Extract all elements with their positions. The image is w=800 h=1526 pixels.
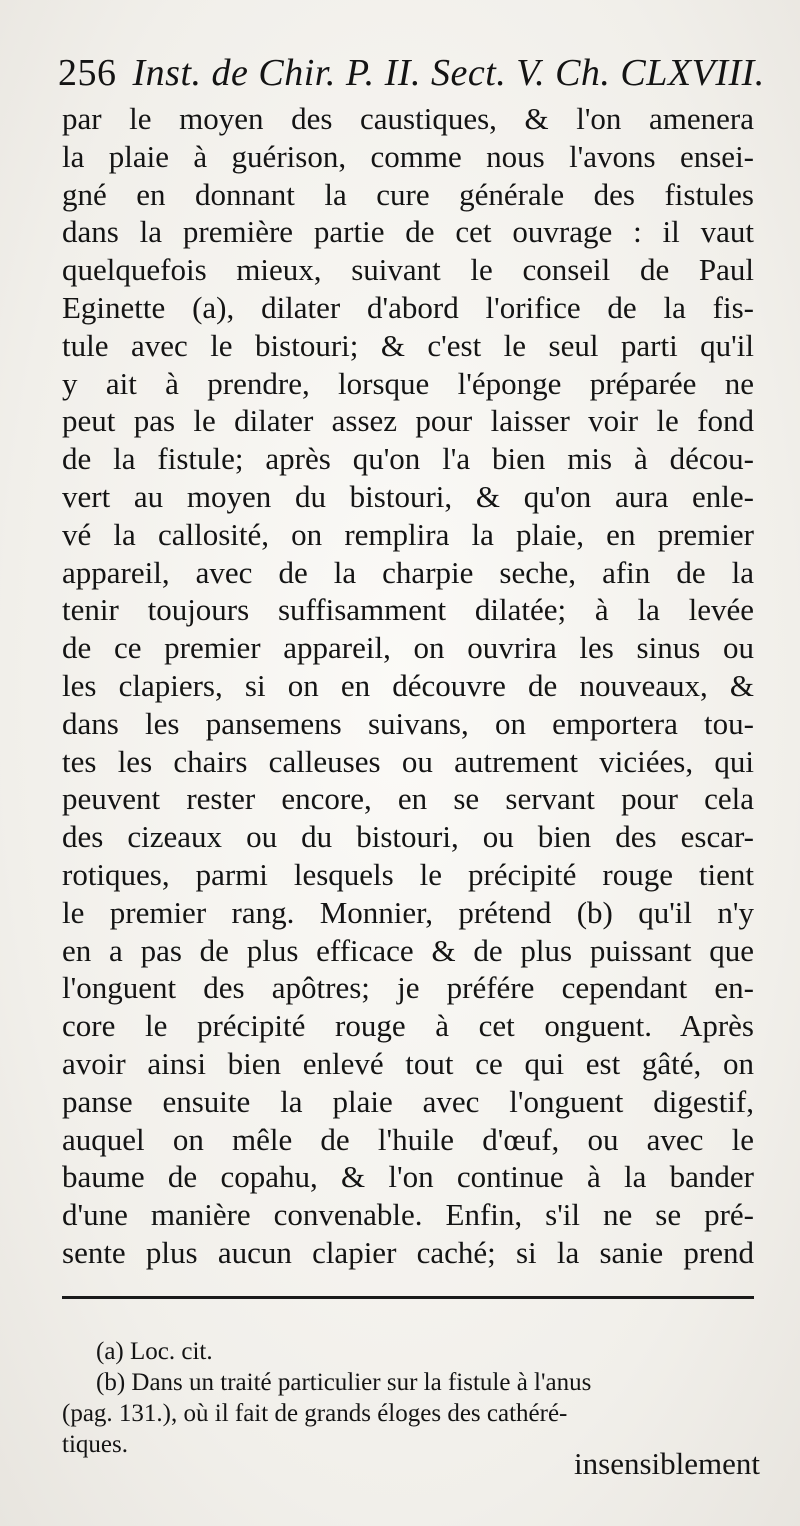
text-line: dans les pansemens suivans, on emportera tou- [62,705,754,741]
text-line: peut pas le dilater assez pour laisser voir le fond [62,403,754,439]
footnote-b: (b) Dans un traité particulier sur la fistule à l'anus [96,1369,592,1396]
footnote-divider [62,1296,754,1299]
text-line: la plaie à guérison, comme nous l'avons ensei- [62,138,754,174]
text-line: auquel on mêle de l'huile d'œuf, ou avec le [62,1121,754,1157]
main-text [62,100,754,1272]
text-line: appareil, avec de la charpie seche, afin de la [62,554,754,590]
text-line: des cizeaux ou du bistouri, ou bien des escar- [62,819,754,855]
running-header [58,48,778,98]
text-line: par le moyen des caustiques, & l'on amenera [62,101,754,136]
running-title: Inst. de Chir. P. II. Sect. V. Ch. CLXVIII. [132,52,765,94]
text-line: rotiques, parmi lesquels le précipité rouge tient [62,856,754,892]
text-line: baume de copahu, & l'on continue à la bander [62,1159,754,1195]
text-line: d'une manière convenable. Enfin, s'il ne se pré- [62,1197,754,1233]
text-line: panse ensuite la plaie avec l'onguent digestif, [62,1083,754,1119]
text-line: dans la première partie de cet ouvrage : il vaut [62,214,754,250]
text-line: le premier rang. Monnier, prétend (b) qu'il n'y [62,894,754,930]
text-line: gné en donnant la cure générale des fistules [62,176,754,212]
text-line: l'onguent des apôtres; je préfére cependant en- [62,970,754,1006]
catchword: insensiblement [574,1446,760,1481]
text-line: en a pas de plus efficace & de plus puissant que [62,932,754,968]
text-line: tenir toujours suffisamment dilatée; à la levée [62,592,754,628]
text-line: de ce premier appareil, on ouvrira les sinus ou [62,630,754,666]
text-line: tes les chairs calleuses ou autrement viciées, qui [62,743,754,779]
text-line: tule avec le bistouri; & c'est le seul parti qu'il [62,327,754,363]
text-line: peuvent rester encore, en se servant pour cela [62,781,754,817]
text-line: vert au moyen du bistouri, & qu'on aura enle- [62,478,754,514]
text-line: vé la callosité, on remplira la plaie, en premier [62,516,754,552]
text-line: quelquefois mieux, suivant le conseil de Paul [62,252,754,288]
footnotes [62,1336,758,1460]
text-line: core le précipité rouge à cet onguent. Après [62,1008,754,1044]
footnote-b-continuation: tiques. [62,1431,128,1458]
footnote-a: (a) Loc. cit. [96,1338,213,1365]
footnote-b-continuation: (pag. 131.), où il fait de grands éloges des cathéré- [62,1400,568,1427]
text-line: sente plus aucun clapier caché; si la sanie prend [62,1234,754,1270]
page-number: 256 [58,52,117,94]
text-line: y ait à prendre, lorsque l'éponge préparée ne [62,365,754,401]
text-line: de la fistule; après qu'on l'a bien mis à décou- [62,441,754,477]
text-line: Eginette (a), dilater d'abord l'orifice de la fis- [62,289,754,325]
text-line: les clapiers, si on en découvre de nouveaux, & [62,667,754,703]
text-line: avoir ainsi bien enlevé tout ce qui est gâté, on [62,1045,754,1081]
